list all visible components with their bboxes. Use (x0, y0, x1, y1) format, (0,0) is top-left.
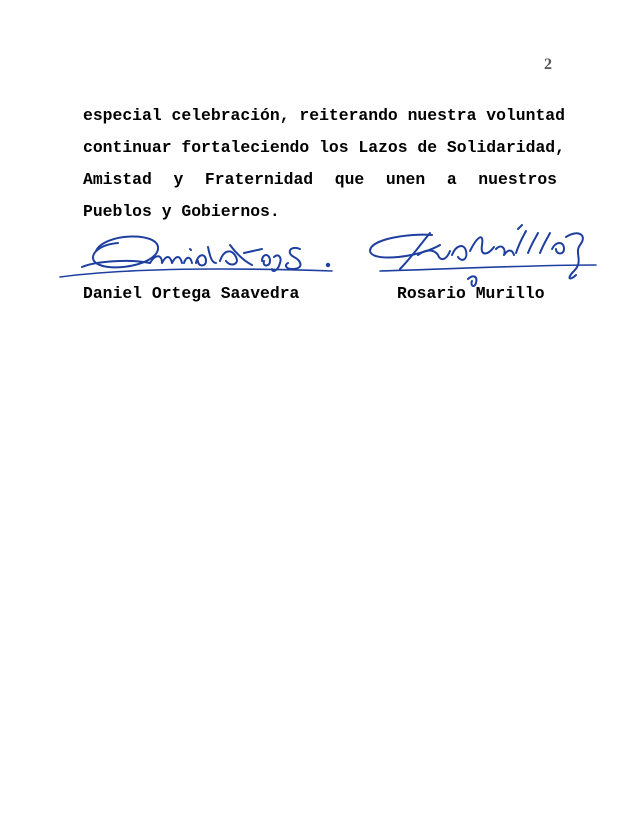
signatory-name-right: Rosario Murillo (397, 284, 545, 303)
body-line: Amistad y Fraternidad que unen a nuestros (83, 170, 557, 189)
body-line: continuar fortaleciendo los Lazos de Solidaridad, (83, 138, 565, 157)
signature-left-drawing (60, 236, 332, 277)
signature-right-drawing (370, 225, 596, 286)
body-line: especial celebración, reiterando nuestra voluntad (83, 106, 565, 125)
body-line: Pueblos y Gobiernos. (83, 202, 280, 221)
body-paragraph (83, 100, 565, 228)
signatory-name-left: Daniel Ortega Saavedra (83, 284, 300, 303)
page-number: 2 (544, 56, 552, 73)
